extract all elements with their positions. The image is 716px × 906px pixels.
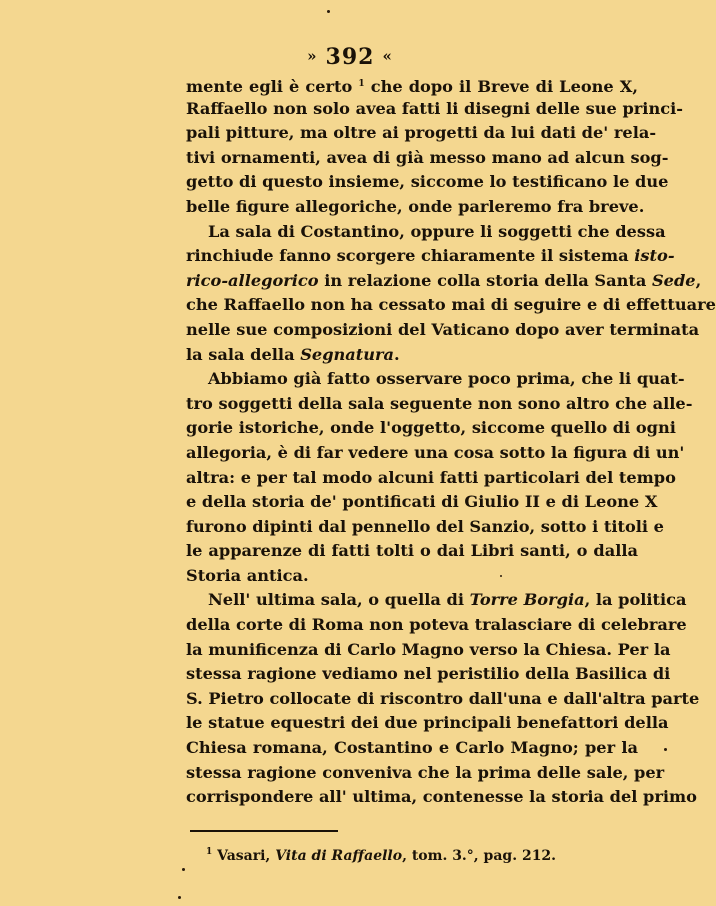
- text-line: della corte di Roma non poteva tralasciare di celebrare: [186, 615, 687, 635]
- text-line: pali pitture, ma oltre ai progetti da lui dati de' rela-: [186, 123, 657, 143]
- text-line: la munificenza di Carlo Magno verso la Chiesa. Per la: [186, 639, 671, 659]
- text-line: furono dipinti dal pennello del Sanzio, sotto i titoli e: [186, 516, 664, 536]
- text-line: S. Pietro collocate di riscontro dall'una e dall'altra parte: [186, 688, 700, 708]
- page-number: 392: [325, 44, 375, 70]
- text-line: rinchiude fanno scorgere chiaramente il sistema isto-: [186, 246, 675, 266]
- footnote-marker: 1: [206, 847, 213, 857]
- text-line: le apparenze di fatti tolti o dai Libri santi, o dalla: [186, 541, 638, 561]
- ornament-left-icon: »: [307, 47, 318, 65]
- text-line: stessa ragione conveniva che la prima delle sale, per: [186, 762, 665, 782]
- ink-speck: [182, 868, 185, 871]
- ink-speck: [178, 896, 181, 899]
- footnote-rule: [190, 830, 338, 832]
- text-line: belle figure allegoriche, onde parleremo fra breve.: [186, 196, 645, 216]
- text-line: e della storia de' pontificati di Giulio II e di Leone X: [186, 492, 658, 512]
- ornament-right-icon: «: [382, 47, 393, 65]
- body-text: [186, 72, 716, 810]
- ink-speck: [664, 748, 667, 751]
- page-header: [0, 44, 700, 70]
- text-line: getto di questo insieme, siccome lo testificano le due: [186, 172, 669, 192]
- text-line: tivi ornamenti, avea di già messo mano ad alcun sog-: [186, 147, 669, 167]
- text-line: la sala della Segnatura.: [186, 344, 400, 364]
- footnote: [206, 847, 556, 864]
- text-line: La sala di Costantino, oppure li soggetti che dessa: [208, 221, 666, 241]
- text-line: Abbiamo già fatto osservare poco prima, che li quat-: [208, 369, 685, 389]
- text-line: stessa ragione vediamo nel peristilio della Basilica di: [186, 664, 671, 684]
- text-line: le statue equestri dei due principali benefattori della: [186, 713, 669, 733]
- text-line: Nell' ultima sala, o quella di Torre Borgia, la politica: [208, 590, 687, 610]
- text-line: tro soggetti della sala seguente non sono altro che alle-: [186, 393, 693, 413]
- text-line: corrispondere all' ultima, contenesse la storia del primo: [186, 787, 697, 807]
- text-line: nelle sue composizioni del Vaticano dopo aver terminata: [186, 319, 700, 339]
- text-line: che Raffaello non ha cessato mai di seguire e di effettuare: [186, 295, 716, 315]
- text-line: altra: e per tal modo alcuni fatti particolari del tempo: [186, 467, 676, 487]
- text-line: Raffaello non solo avea fatti li disegni delle sue princi-: [186, 98, 683, 118]
- text-line: gorie istoriche, onde l'oggetto, siccome quello di ogni: [186, 418, 676, 438]
- text-line: Chiesa romana, Costantino e Carlo Magno; per la: [186, 738, 638, 758]
- ink-speck: [327, 10, 330, 13]
- text-line: allegoria, è di far vedere una cosa sotto la figura di un': [186, 442, 685, 462]
- footnote-text: Vasari, Vita di Raffaello, tom. 3.°, pag. 212.: [217, 848, 557, 864]
- text-line: rico-allegorico in relazione colla storia della Santa Sede,: [186, 270, 702, 290]
- text-line: Storia antica.: [186, 565, 309, 585]
- text-line: mente egli è certo $^1$ che dopo il Breve di Leone X,: [186, 77, 638, 96]
